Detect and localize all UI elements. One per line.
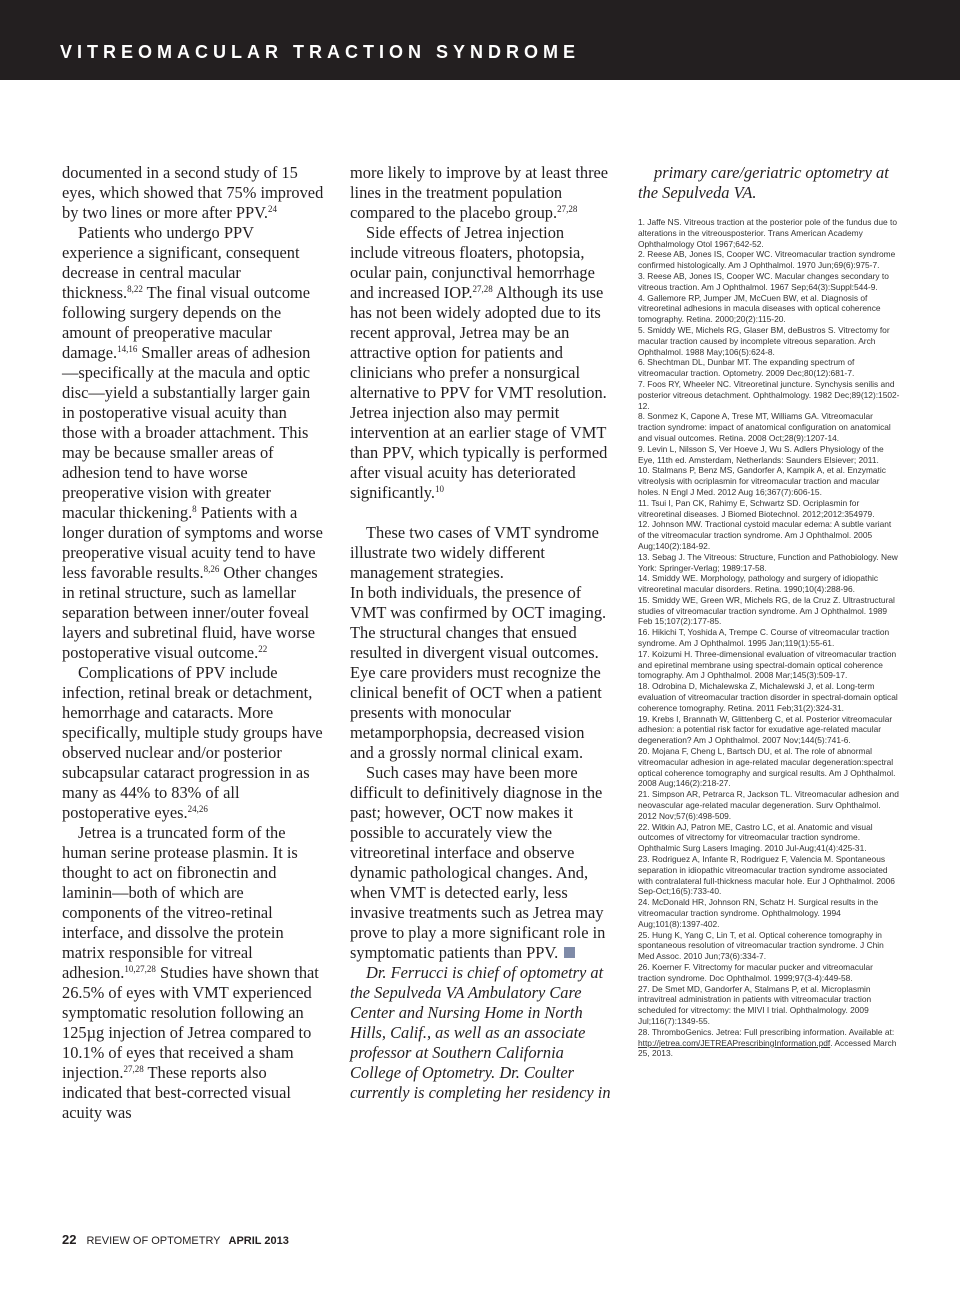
citation: 14,16 <box>117 344 138 354</box>
text: 28. ThromboGenics. Jetrea: Full prescribing information. Available at: <box>638 1026 895 1037</box>
reference-item: 3. Reese AB, Jones IS, Cooper WC. Macular changes secondary to vitreous traction. Am J Ophthalmol. 1967 Sep;64(3):Suppl:544-9. <box>638 270 889 292</box>
text: documented in a second study of 15 eyes, which showed that 75% improved by two lines or more after PPV. <box>62 163 324 222</box>
paragraph <box>62 223 324 663</box>
reference-link[interactable]: http://jetrea.com/JETREAPrescribingInformation.pdf <box>638 1037 831 1048</box>
reference-item: 20. Mojana F, Cheng L, Bartsch DU, et al. The role of abnormal vitreomacular adhesion in age-related macular degeneration:spectral optical coherence tomography and surgical results. Am J Ophthalmol. 2008 Aug;146(2):218-27. <box>638 746 896 789</box>
text: more likely to improve by at least three lines in the treatment population compared to the placebo group. <box>350 163 609 222</box>
citation: 10 <box>434 484 444 494</box>
citation: 24 <box>267 204 277 214</box>
publication-name: REVIEW OF OPTOMETRY <box>86 1235 221 1247</box>
paragraph <box>62 663 324 823</box>
citation: 8 <box>192 504 197 514</box>
citation: 8,26 <box>203 564 220 574</box>
reference-item: 2. Reese AB, Jones IS, Cooper WC. Vitreomacular traction syndrome confirmed histologically. Am J Ophthalmol. 1970 Jun;69(6):975-7. <box>638 249 896 271</box>
paragraph <box>62 163 324 223</box>
reference-item: 19. Krebs I, Brannath W, Glittenberg C, et al. Posterior vitreomacular adhesion: a potential risk factor for exudative age-related macular degeneration? Am J Ophthalmol. 2007 Nov;144(5):741-6. <box>638 713 893 746</box>
text: Studies have shown that 26.5% of eyes with VMT experienced symptomatic resolution following an 125µg injection of Jetrea compared to 10.1% of eyes that received a sham injection. <box>62 963 319 1082</box>
text: Side effects of Jetrea injection include vitreous floaters, photopsia, ocular pain, conjunctival hemorrhage and increased IOP. <box>350 223 595 302</box>
paragraph <box>350 763 612 963</box>
text: . Accessed March 25, 2013. <box>638 1037 897 1059</box>
reference-item: 17. Koizumi H. Three-dimensional evaluation of vitreomacular traction and epiretinal membrane using spectral-domain optical coherence tomography. Am J Ophthalmol. 2008 Mar;145(3):509-17. <box>638 648 897 681</box>
text: Dr. Ferrucci is chief of optometry at the Sepulveda VA Ambulatory Care Center and Nursing Home in North Hills, Calif., as well as an associate professor at Southern California College of Optometry. Dr. Coulter currently is completing her residency in <box>350 963 611 1102</box>
citation: 8,22 <box>127 284 143 294</box>
text: Although its use has not been widely adopted due to its recent approval, Jetrea may be an attractive option for patients and clinicians who prefer a nonsurgical alternative to PPV for VMT resolution. Jetrea injection also may permit intervention at an earlier stage of VMT than PPV, which typically is performed after visual acuity has deteriorated significantly. <box>350 283 608 502</box>
reference-item: 7. Foos RY, Wheeler NC. Vitreoretinal juncture. Synchysis senilis and posterior vitreous detachment. Ophthalmology. 1982 Dec;89(12):1502-12. <box>638 378 900 411</box>
reference-item: 1. Jaffe NS. Vitreous traction at the posterior pole of the fundus due to alterations in the vitreousposterior. Trans American Academy Ophthalmology Otol 1967;642-52. <box>638 217 898 249</box>
issue-date: APRIL 2013 <box>228 1235 289 1247</box>
reference-item: 14. Smiddy WE. Morphology, pathology and surgery of idiopathic vitreoretinal macular disorders. Retina. 1990;10(4):288-96. <box>638 573 879 595</box>
column-3 <box>638 163 900 1059</box>
paragraph <box>350 223 612 503</box>
reference-item: 6. Shechtman DL, Dunbar MT. The expanding spectrum of vitreomacular traction. Optometry. 2009 Dec;80(12):681-7. <box>638 357 855 379</box>
reference-item: 5. Smiddy WE, Michels RG, Glaser BM, deBustros S. Vitrectomy for macular traction caused by incomplete vitreous separation. Arch Ophthalmol. 1988 May;106(5):624-8. <box>638 324 890 357</box>
reference-item: 18. Odrobina D, Michalewska Z, Michalewski J, et al. Long-term evaluation of vitreomacular traction disorder in spectral-domain optical coherence tomography. Retina. 2011 Feb;31(2):324-31. <box>638 681 898 713</box>
citation: 22 <box>258 644 268 654</box>
text: Smaller areas of adhesion—specifically at the macula and optic disc—yield a substantially larger gain in postoperative visual acuity than those with a broader attachment. This may be because smaller areas of adhesion tend to have worse preoperative vision with greater macular thickening. <box>62 343 311 522</box>
citation: 27,28 <box>557 204 578 214</box>
paragraph <box>350 523 612 583</box>
reference-item: 24. McDonald HR, Johnson RN, Schatz H. Surgical results in the vitreomacular traction syndrome. Ophthalmology. 1994 Aug;101(8):1397-402. <box>638 897 879 929</box>
citation: 27,28 <box>123 1064 144 1074</box>
text: These reports also indicated that best-corrected visual acuity was <box>62 1063 291 1122</box>
column-1 <box>62 163 324 1123</box>
reference-item: 11. Tsui I, Pan CK, Rahimy E, Schwartz SD. Ocriplasmin for vitreoretinal diseases. J Biomed Biotechnol. 2012;2012:354979. <box>638 497 875 519</box>
citation: 27,28 <box>472 284 493 294</box>
references-list <box>638 217 900 1059</box>
paragraph <box>350 583 612 763</box>
reference-item: 25. Hung K, Yang C, Lin T, et al. Optical coherence tomography in spontaneous resolution of vitreomacular traction syndrome. J Chin Med Assoc. 2010 Jun;73(6):334-7. <box>638 929 884 962</box>
reference-item: 10. Stalmans P, Benz MS, Gandorfer A, Kampik A, et al. Enzymatic vitreolysis with ocriplasmin for vitreomacular traction and macular holes. N Engl J Med. 2012 Aug 16;367(7):606-15. <box>638 465 886 497</box>
running-header-title: VITREOMACULAR TRACTION SYNDROME <box>60 42 580 62</box>
reference-item: 15. Smiddy WE, Green WR, Michels RG, de la Cruz Z. Ultrastructural studies of vitreomacular traction syndrome. Am J Ophthalmol. 1989 Feb 15;107(2):177-85. <box>638 594 895 627</box>
text: Complications of PPV include infection, retinal break or detachment, hemorrhage and cataracts. More specifically, multiple study groups have observed nuclear and/or posterior subcapsular cataract progression in as many as 44% to 83% of all postoperative eyes. <box>62 663 323 822</box>
page-number: 22 <box>62 1232 77 1247</box>
reference-item: 26. Koerner F. Vitrectomy for macular pucker and vitreomacular traction syndrome. Doc Ophthalmol. 1999;97(3-4):449-58. <box>638 961 873 983</box>
reference-item: 16. Hikichi T, Yoshida A, Trempe C. Course of vitreomacular traction syndrome. Am J Ophthalmol. 1995 Jan;119(1):55-61. <box>638 627 890 649</box>
reference-item: 27. De Smet MD, Gandorfer A, Stalmans P, et al. Microplasmin intravitreal administration in patients with vitreomacular traction scheduled for vitrectomy: the MIVI I trial. Ophthalmology. 2009 Jul;116(7):1349-55. <box>638 983 872 1026</box>
text: Patients who undergo PPV experience a significant, consequent decrease in central macular thickness. <box>62 223 300 302</box>
author-bio-continued: primary care/geriatric optometry at the Sepulveda VA. <box>638 163 889 202</box>
reference-item: 9. Levin L, Nilsson S, Ver Hoeve J, Wu S. Adlers Physiology of the Eye, 11th ed. Amsterdam, Netherlands: Saunders Elsiever; 2011. <box>638 443 884 465</box>
reference-item: 8. Sonmez K, Capone A, Trese MT, Williams GA. Vitreomacular traction syndrome: impact of anatomical configuration on anatomical and visual outcomes. Retina. 2008 Oct;28(9):1207-14. <box>638 411 891 443</box>
page-footer <box>62 1232 289 1247</box>
citation: 24,26 <box>187 804 208 814</box>
text: Patients with a longer duration of symptoms and worse preoperative visual acuity tend to have less favorable results. <box>62 503 323 582</box>
end-of-article-square-icon <box>564 947 575 958</box>
reference-item: 12. Johnson MW. Tractional cystoid macular edema: A subtle variant of the vitreomacular traction syndrome. Am J Ophthalmol. 2005 Aug;140(2):184-92. <box>638 519 892 551</box>
paragraph <box>62 823 324 1123</box>
text: Such cases may have been more difficult to definitively diagnose in the past; however, OCT now makes it possible to accurately view the vitreoretinal interface and observe dynamic pathological changes. And, when VMT is detected early, less invasive treatments such as Jetrea may prove to play a more significant role in symptomatic patients than PPV. <box>350 763 606 962</box>
reference-item: 22. Witkin AJ, Patron ME, Castro LC, et al. Anatomic and visual outcomes of vitrectomy for vitreomacular traction syndrome. Ophthalmic Surg Lasers Imaging. 2010 Jul-Aug;41(4):425-31. <box>638 821 873 854</box>
text: The final visual outcome following surgery depends on the amount of preoperative macular damage. <box>62 283 311 362</box>
citation: 10,27,28 <box>124 964 156 974</box>
author-bio <box>350 963 612 1103</box>
paragraph <box>350 163 612 223</box>
reference-item <box>638 1027 900 1059</box>
header-bar <box>0 0 960 80</box>
reference-item: 23. Rodriguez A, Infante R, Rodriguez F, Valencia M. Spontaneous separation in idiopathic vitreomacular traction syndrome associated with contralateral full-thickness macular hole. Eur J Ophthalmol. 2006 Sep-Oct;16(5):733-40. <box>638 854 895 897</box>
text: These two cases of VMT syndrome illustrate two widely different management strategies. <box>350 523 599 582</box>
reference-item: 4. Gallemore RP, Jumper JM, McCuen BW, et al. Diagnosis of vitreoretinal adhesions in macula diseases with optical coherence tomography. Retina. 2000;20(2):115-20. <box>638 292 881 325</box>
reference-item: 21. Simpson AR, Petrarca R, Jackson TL. Vitreomacular adhesion and neovascular age-related macular degeneration. Surv Ophthalmol. 2012 Nov;57(6):498-509. <box>638 789 899 821</box>
text: Jetrea is a truncated form of the human serine protease plasmin. It is thought to act on fibronectin and laminin—both of which are components of the vitreo-retinal interface, and dissolve the protein matrix responsible for vitreal adhesion. <box>62 823 298 982</box>
reference-item: 13. Sebag J. The Vitreous: Structure, Function and Pathobiology. New York: Springer-Verlag; 1989:17-58. <box>638 551 898 573</box>
column-2 <box>350 163 612 1103</box>
text: In both individuals, the presence of VMT was confirmed by OCT imaging. The structural changes that ensued resulted in divergent visual outcomes. Eye care providers must recognize the clinical benefit of OCT when a patient presents with monocular metamporphopsia, decreased vision and a grossly normal clinical exam. <box>350 583 607 762</box>
text: Other changes in retinal structure, such as lamellar separation between inner/outer foveal layers and subretinal fluid, have worse postoperative visual outcome. <box>62 563 318 662</box>
